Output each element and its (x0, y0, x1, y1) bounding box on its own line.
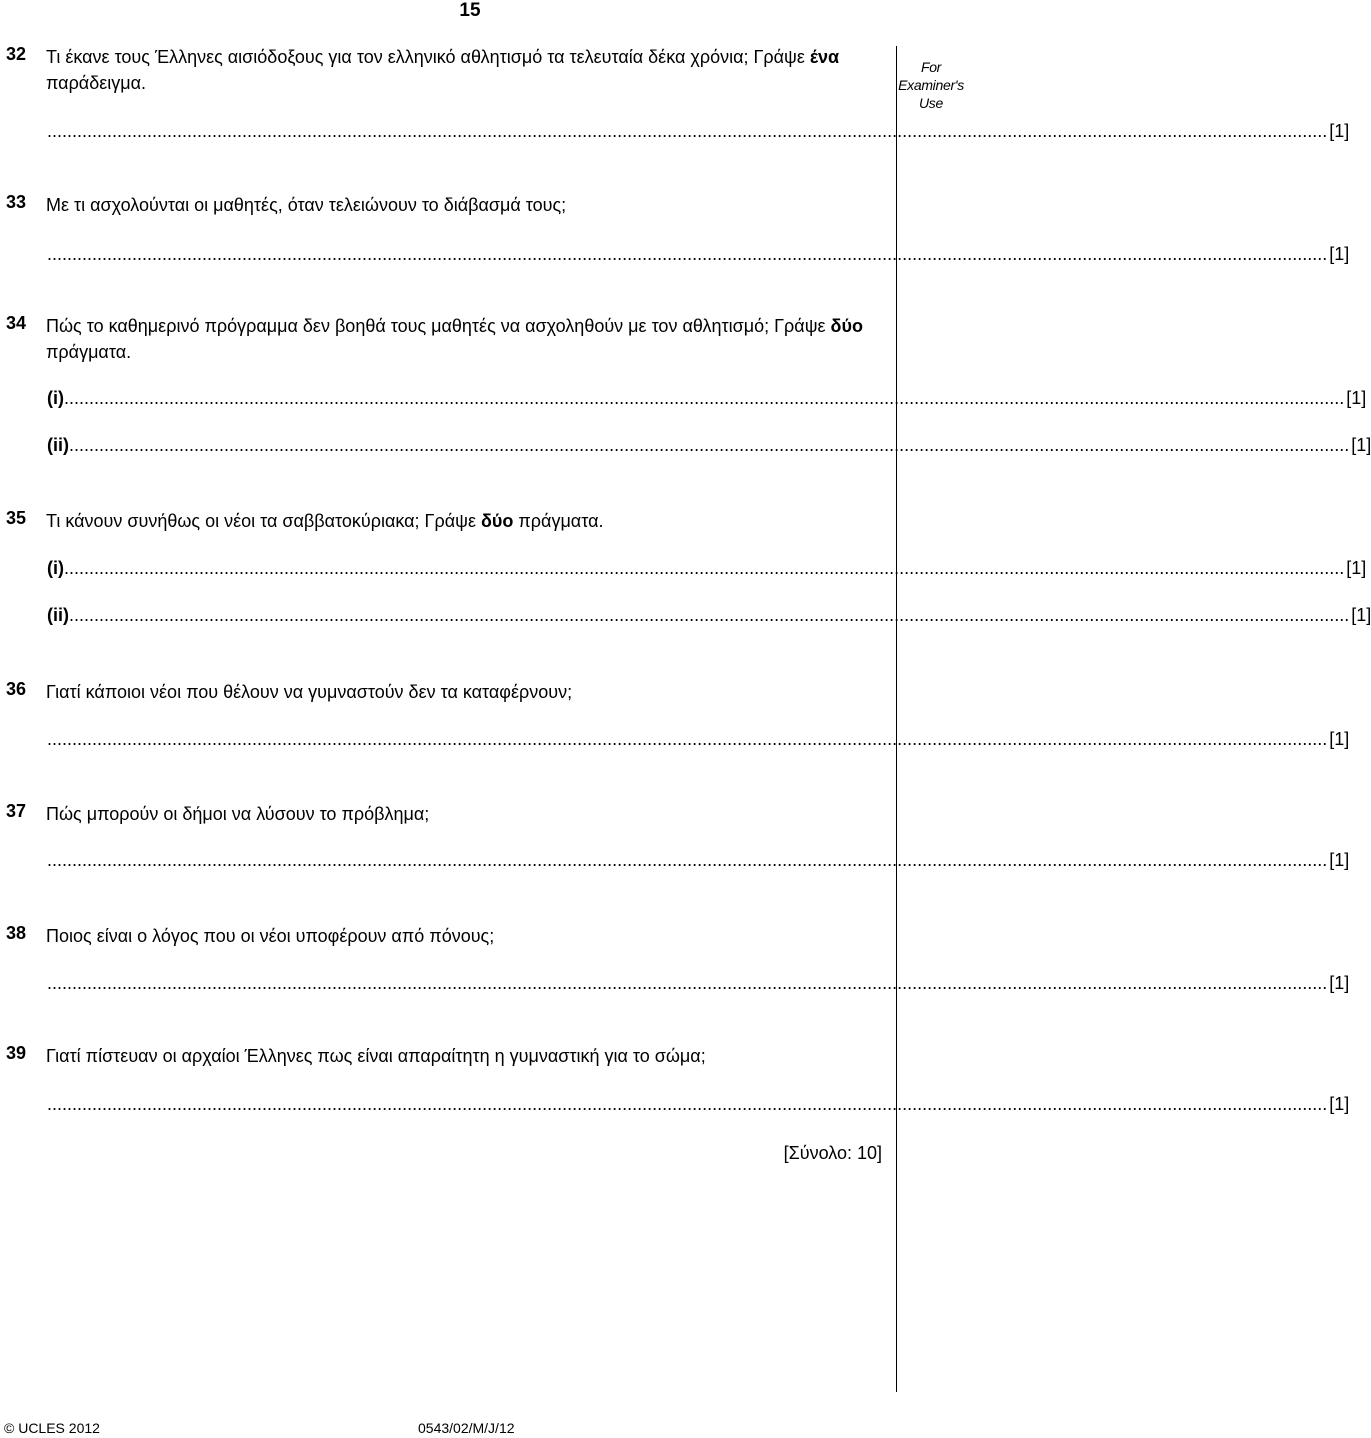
question-emphasis: δύο (480, 511, 514, 531)
question-text-part: Τι κάνουν συνήθως οι νέοι τα σαββατοκύριακα; Γράψε (46, 511, 481, 531)
question-text-part: Ποιος είναι ο λόγος που οι νέοι υποφέρουν από πόνους; (46, 926, 495, 946)
examiner-use-label (898, 58, 964, 112)
mark-allocation: [1] (1351, 605, 1371, 625)
question-text-part: πράγματα. (513, 511, 604, 531)
paper-code-footer: 0543/02/M/J/12 (418, 1420, 515, 1436)
question-text (46, 313, 886, 365)
question-text-part: παράδειγμα. (46, 73, 147, 93)
answer-dots: ................................................................................................................................................................................................................................................................ (69, 605, 1350, 625)
answer-line[interactable] (47, 729, 1350, 750)
examiner-label-line3: Use (919, 95, 943, 111)
question-text-part: Τι έκανε τους Έλληνες αισιόδοξους για τον ελληνικό αθλητισμό τα τελευταία δέκα χρόνια; Γράψε (46, 47, 810, 67)
question-text (46, 508, 886, 534)
question-text-part: Πώς μπορούν οι δήμοι να λύσουν το πρόβλημα; (46, 804, 430, 824)
question-number: 33 (6, 192, 27, 212)
mark-allocation: [1] (1329, 729, 1350, 749)
mark-allocation: [1] (1346, 388, 1367, 408)
question-text-part: Με τι ασχολούνται οι μαθητές, όταν τελειώνουν το διάβασμά τους; (46, 195, 567, 215)
answer-dots: ................................................................................................................................................................................................................................................................ (47, 1094, 1328, 1114)
mark-allocation: [1] (1346, 558, 1367, 578)
answer-label: (i) (47, 558, 64, 578)
copyright-footer: © UCLES 2012 (4, 1420, 100, 1436)
mark-allocation: [1] (1329, 973, 1350, 993)
question-text (46, 1043, 886, 1069)
question-text (46, 679, 886, 705)
answer-line-ii[interactable] (47, 435, 1371, 456)
answer-dots: ................................................................................................................................................................................................................................................................ (64, 388, 1345, 408)
question-number: 36 (6, 679, 27, 699)
answer-label: (ii) (47, 435, 69, 455)
answer-line[interactable] (47, 850, 1350, 871)
answer-line-i[interactable] (47, 388, 1367, 409)
answer-label: (i) (47, 388, 64, 408)
answer-dots: ................................................................................................................................................................................................................................................................ (47, 973, 1328, 993)
question-number: 35 (6, 508, 27, 528)
mark-allocation: [1] (1329, 244, 1350, 264)
answer-dots: ................................................................................................................................................................................................................................................................ (47, 850, 1328, 870)
question-emphasis: δύο (830, 316, 863, 336)
answer-line[interactable] (47, 244, 1350, 265)
mark-allocation: [1] (1329, 850, 1350, 870)
answer-line[interactable] (47, 121, 1350, 142)
question-text (46, 44, 886, 96)
examiner-label-line2: Examiner's (898, 77, 964, 93)
answer-line-i[interactable] (47, 558, 1367, 579)
mark-allocation: [1] (1329, 121, 1350, 141)
mark-allocation: [1] (1351, 435, 1371, 455)
question-number: 37 (6, 801, 27, 821)
answer-line[interactable] (47, 1094, 1350, 1115)
question-text (46, 801, 886, 827)
question-text-part: πράγματα. (46, 342, 132, 362)
answer-dots: ................................................................................................................................................................................................................................................................ (47, 244, 1328, 264)
question-number: 39 (6, 1043, 27, 1063)
question-emphasis: ένα (809, 47, 840, 67)
answer-dots: ................................................................................................................................................................................................................................................................ (64, 558, 1345, 578)
answer-line[interactable] (47, 973, 1350, 994)
question-text (46, 923, 886, 949)
question-number: 38 (6, 923, 27, 943)
answer-line-ii[interactable] (47, 605, 1371, 626)
question-text-part: Γιατί πίστευαν οι αρχαίοι Έλληνες πως είναι απαραίτητη η γυμναστική για το σώμα; (46, 1046, 706, 1066)
page-number: 15 (459, 0, 481, 21)
answer-dots: ................................................................................................................................................................................................................................................................ (47, 729, 1328, 749)
question-text-part: Πώς το καθημερινό πρόγραμμα δεν βοηθά τους μαθητές να ασχοληθούν με τον αθλητισμό; Γράψε (46, 316, 831, 336)
question-text (46, 192, 886, 218)
total-marks: [Σύνολο: 10] (783, 1143, 882, 1163)
answer-label: (ii) (47, 605, 69, 625)
examiner-label-line1: For (920, 59, 942, 75)
question-number: 32 (6, 44, 27, 64)
mark-allocation: [1] (1329, 1094, 1350, 1114)
answer-dots: ................................................................................................................................................................................................................................................................ (69, 435, 1350, 455)
question-number: 34 (6, 313, 27, 333)
question-text-part: Γιατί κάποιοι νέοι που θέλουν να γυμναστούν δεν τα καταφέρνουν; (46, 682, 573, 702)
answer-dots: ................................................................................................................................................................................................................................................................ (47, 121, 1328, 141)
